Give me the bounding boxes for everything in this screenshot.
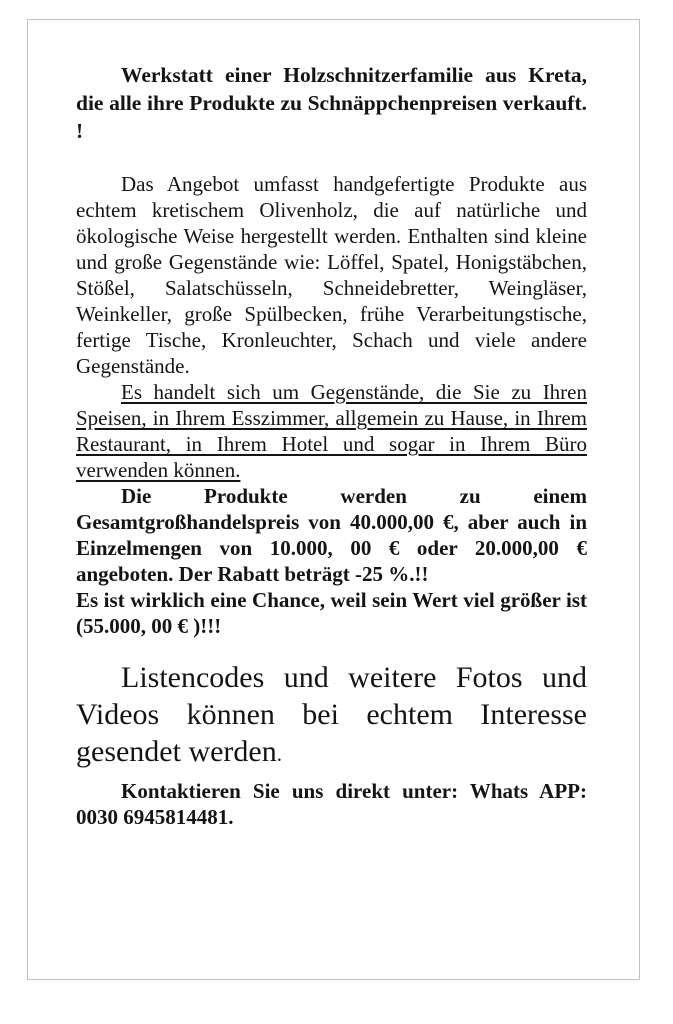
document-page <box>27 19 640 980</box>
price-paragraph: Die Produkte werden zu einem Gesamtgroßhandelspreis von 40.000,00 €, aber auch in Einzelmengen von 10.000, 00 € oder 20.000,00 € angeboten. Der Rabatt beträgt -25 %.!! <box>76 484 587 586</box>
listcodes-text: Listencodes und weitere Fotos und Videos können bei echtem Interesse gesendet werden <box>76 661 587 768</box>
listcodes-period: . <box>276 742 282 766</box>
document-heading: Werkstatt einer Holzschnitzerfamilie aus Kreta, die alle ihre Produkte zu Schnäppchenpreisen verkauft. ! <box>76 63 587 143</box>
usage-paragraph: Es handelt sich um Gegenstände, die Sie zu Ihren Speisen, in Ihrem Esszimmer, allgemein zu Hause, in Ihrem Restaurant, in Ihrem Hotel und sogar in Ihrem Büro verwenden können. <box>76 380 587 482</box>
offer-paragraph: Das Angebot umfasst handgefertigte Produkte aus echtem kretischem Olivenholz, die auf natürliche und ökologische Weise hergestellt werden. Enthalten sind kleine und große Gegenstände wie: Löffel, Spatel, Honigstäbchen, Stößel, Salatschüsseln, Schneidebretter, Weingläser, Weinkeller, große Spülbecken, frühe Verarbeitungstische, fertige Tische, Kronleuchter, Schach und viele andere Gegenstände. <box>76 172 587 378</box>
contact-paragraph: Kontaktieren Sie uns direkt unter: Whats APP: 0030 6945814481. <box>76 779 587 829</box>
listcodes-paragraph <box>76 659 587 773</box>
value-paragraph: Es ist wirklich eine Chance, weil sein Wert viel größer ist (55.000, 00 € )!!! <box>76 588 587 638</box>
